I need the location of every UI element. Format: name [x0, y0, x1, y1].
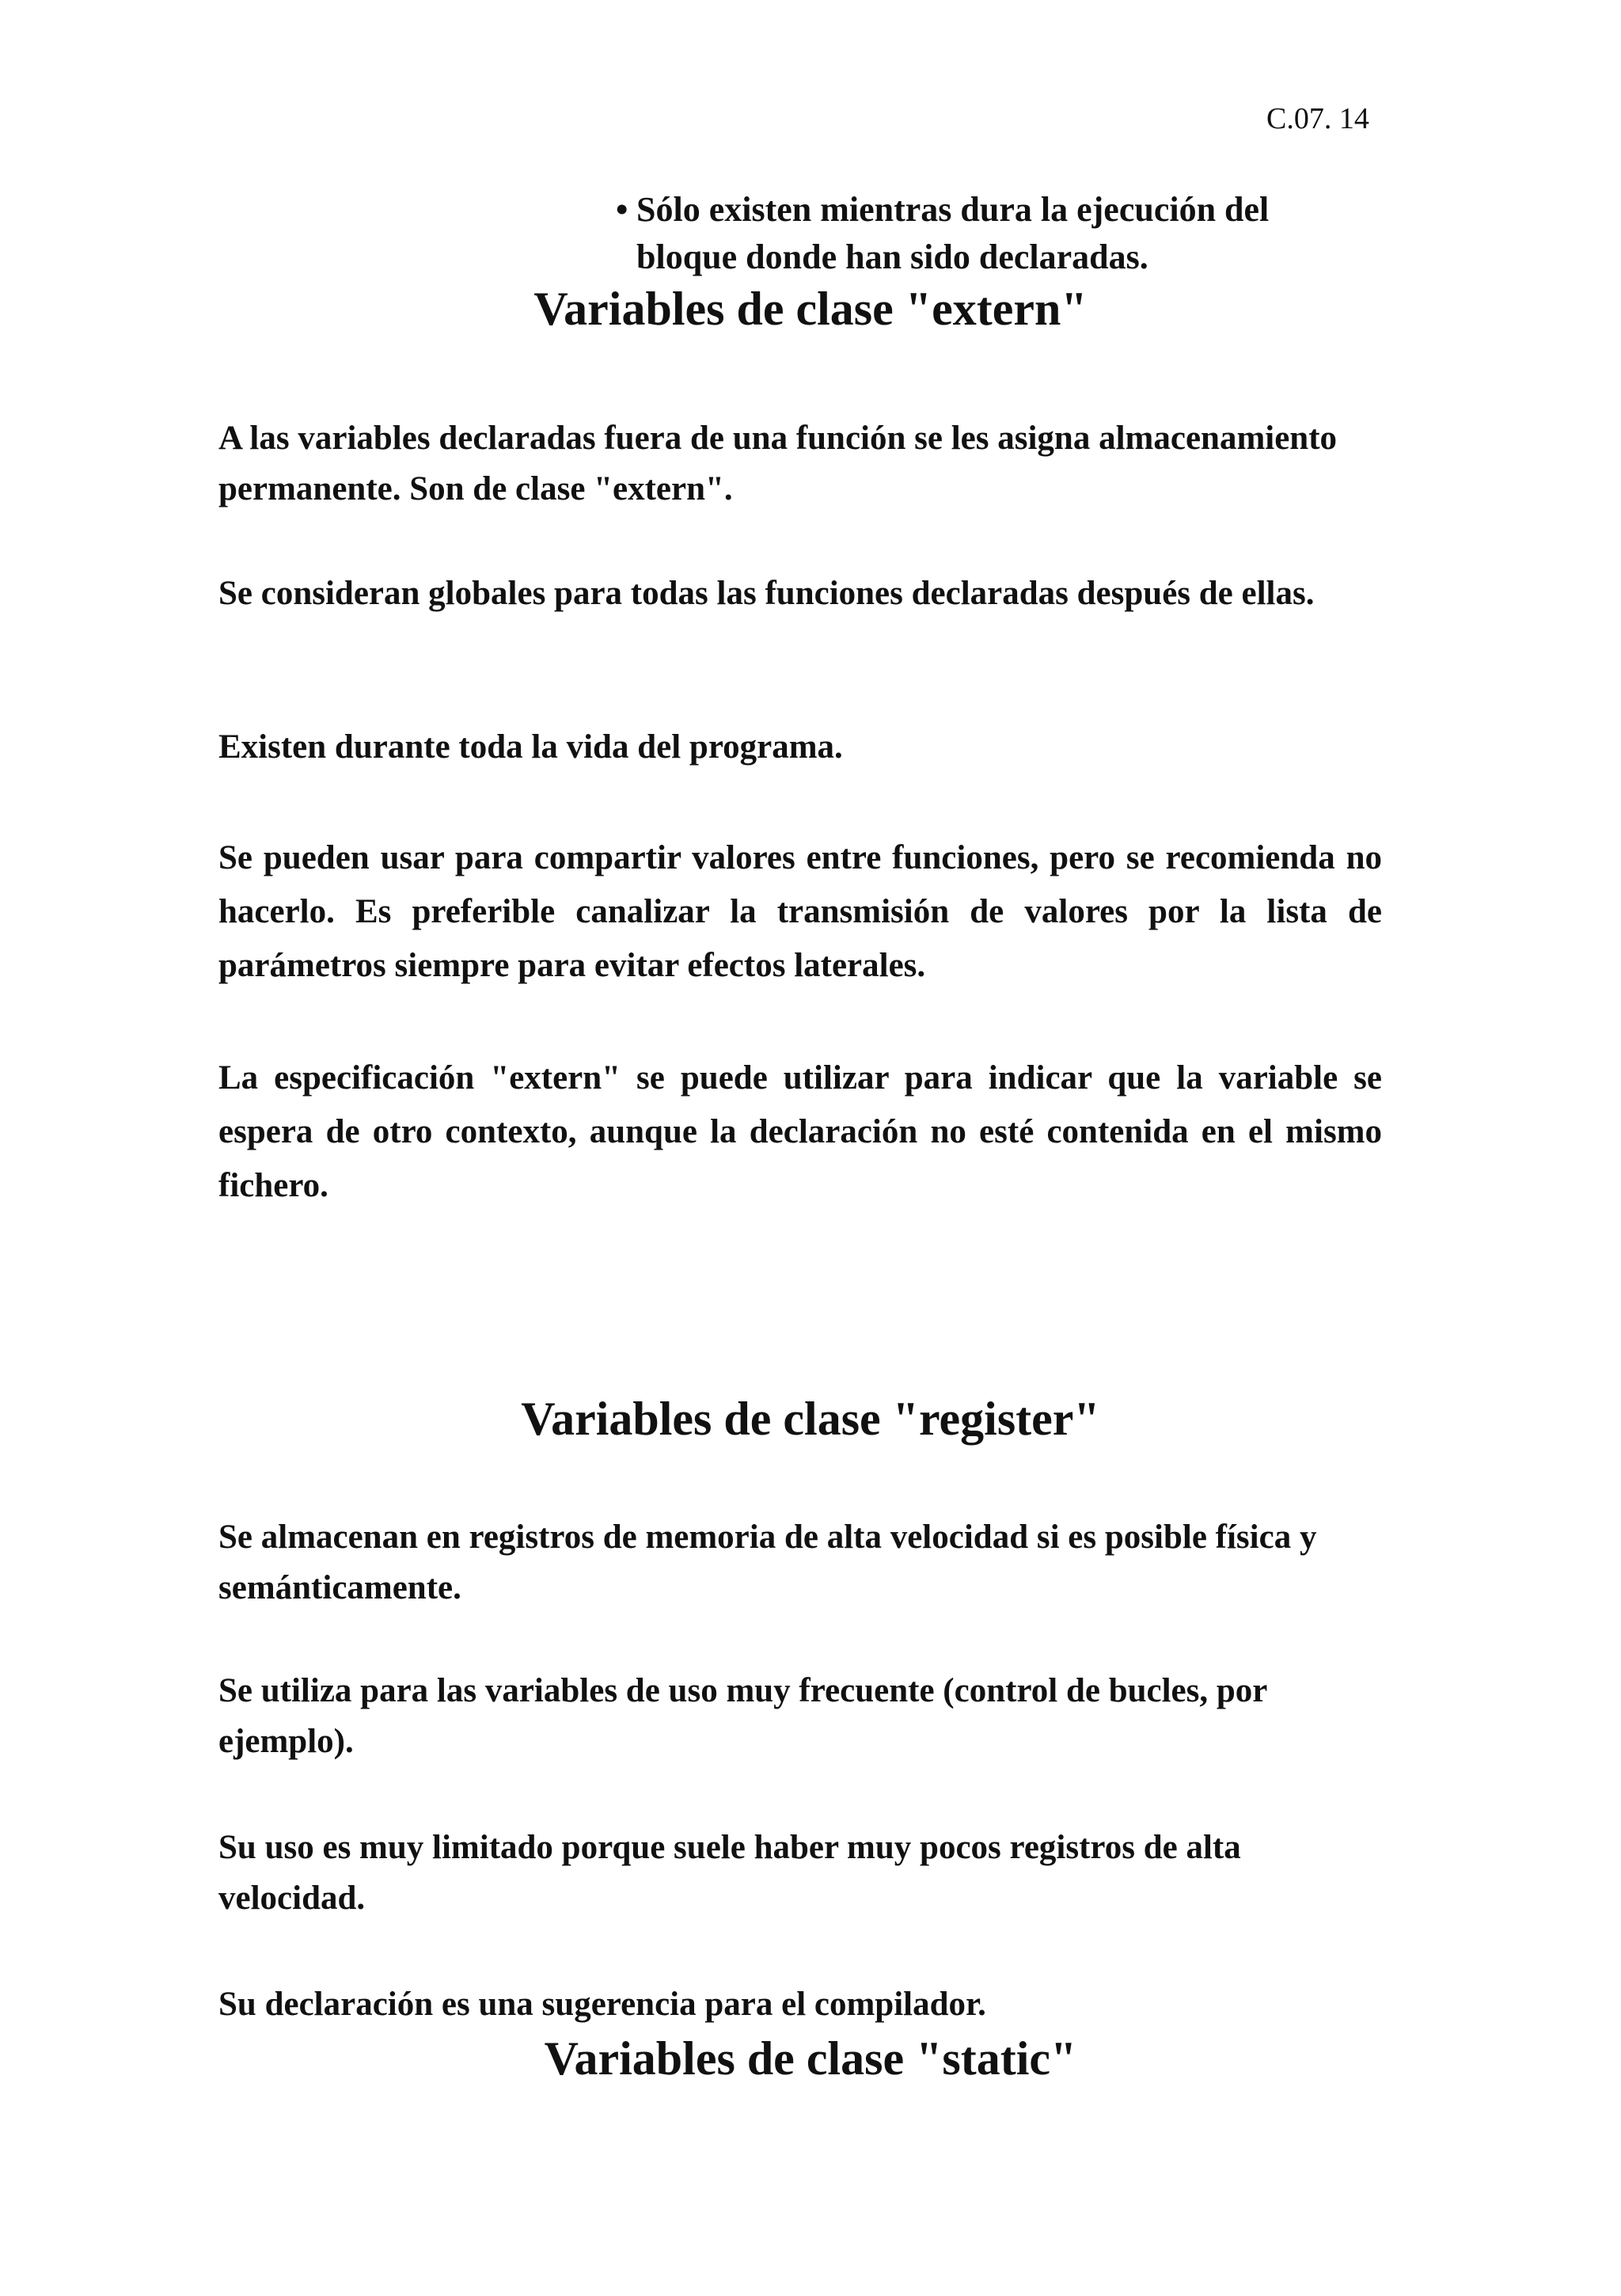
extern-paragraph-1: A las variables declaradas fuera de una función se les asigna almacenamiento permanente. Son de clase "extern".	[218, 420, 1338, 507]
bullet-text: Sólo existen mientras dura la ejecución del bloque donde han sido declaradas.	[636, 190, 1270, 276]
bullet-marker: •	[616, 190, 628, 229]
register-paragraph-2: Se utiliza para las variables de uso muy frecuente (control de bucles, por ejemplo).	[218, 1672, 1267, 1760]
extern-paragraph-5: La especificación "extern" se puede utilizar para indicar que la variable se espera de otro contexto, aunque la declaración no esté contenida en el mismo fichero.	[218, 1059, 1382, 1204]
heading-static: Variables de clase "static"	[544, 2032, 1077, 2085]
register-paragraph-1: Se almacenan en registros de memoria de alta velocidad si es posible física y semánticamente.	[218, 1519, 1317, 1606]
bullet-item	[616, 186, 1360, 281]
extern-paragraph-4: Se pueden usar para compartir valores entre funciones, pero se recomienda no hacerlo. Es preferible canalizar la transmisión de valores por la lista de parámetros siempre para evitar efectos laterales.	[218, 839, 1382, 984]
heading-register: Variables de clase "register"	[521, 1393, 1100, 1445]
extern-paragraph-2: Se consideran globales para todas las funciones declaradas después de ellas.	[218, 575, 1315, 612]
heading-extern: Variables de clase "extern"	[533, 283, 1088, 335]
register-paragraph-4: Su declaración es una sugerencia para el compilador.	[218, 1986, 986, 2023]
register-paragraph-3: Su uso es muy limitado porque suele haber muy pocos registros de alta velocidad.	[218, 1829, 1241, 1917]
page-number: C.07. 14	[1266, 102, 1369, 135]
extern-paragraph-3: Existen durante toda la vida del programa.	[218, 728, 843, 766]
